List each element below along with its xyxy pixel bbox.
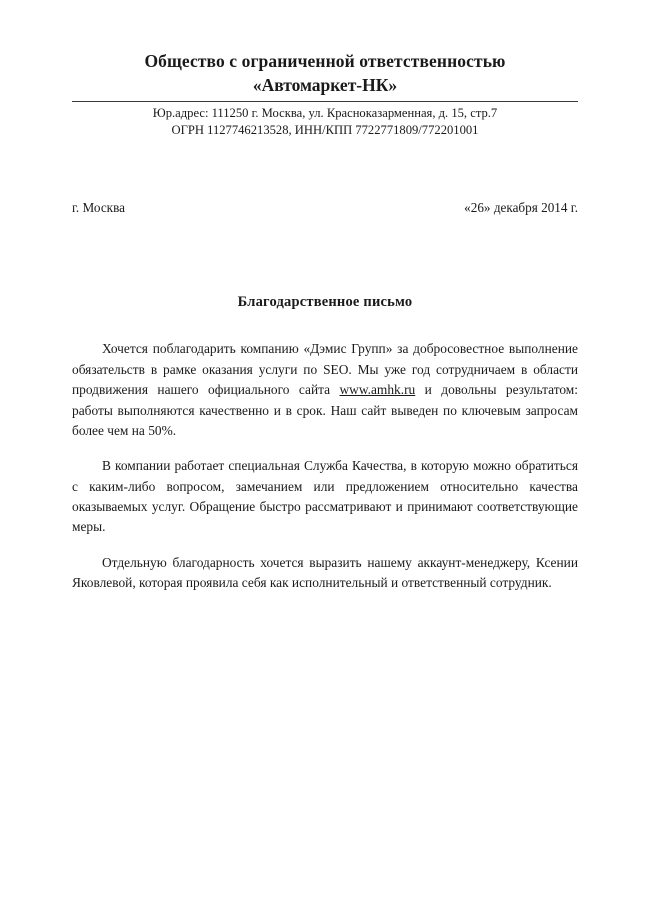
document-date: «26» декабря 2014 г. bbox=[464, 200, 578, 216]
document-city: г. Москва bbox=[72, 200, 125, 216]
website-link[interactable]: www.amhk.ru bbox=[339, 382, 416, 398]
company-address: Юр.адрес: 111250 г. Москва, ул. Красноказарменная, д. 15, стр.7 bbox=[152, 106, 498, 121]
company-registration: ОГРН 1127746213528, ИНН/КПП 7722771809/772201001 bbox=[171, 122, 479, 137]
paragraph-1-text-after-link: и довольны результатом: работы выполняются качественно и в срок. Наш сайт выведен по ключевым запросам более чем на 50%. bbox=[72, 382, 579, 438]
letterhead bbox=[72, 50, 578, 138]
body-paragraph-2: В компании работает специальная Служба Качества, в которую можно обратиться с каким-либо вопросом, замечанием или предложением относительно качества оказываемых услуг. Обращение быстро рассматривают и принимают соответствующие меры. bbox=[72, 458, 578, 535]
body-paragraph-1 bbox=[72, 339, 578, 441]
company-name-line-1: Общество с ограниченной ответственностью bbox=[144, 51, 506, 71]
company-name-line-2: «Автомаркет-НК» bbox=[252, 74, 398, 95]
document-body bbox=[72, 339, 578, 593]
document-title: Благодарственное письмо bbox=[237, 294, 413, 311]
letterhead-divider bbox=[72, 101, 578, 102]
paragraph-1-text-before-link: Хочется поблагодарить компанию «Дэмис Групп» за добросовестное выполнение обязательств в рамке оказания услуги по SEO. Мы уже год сотрудничаем в области продвижения нашего официального сайта bbox=[72, 341, 578, 398]
body-paragraph-3: Отдельную благодарность хочется выразить нашему аккаунт-менеджеру, Ксении Яковлевой, которая проявила себя как исполнительный и ответственный сотрудник. bbox=[72, 554, 578, 591]
document-meta bbox=[72, 200, 578, 216]
